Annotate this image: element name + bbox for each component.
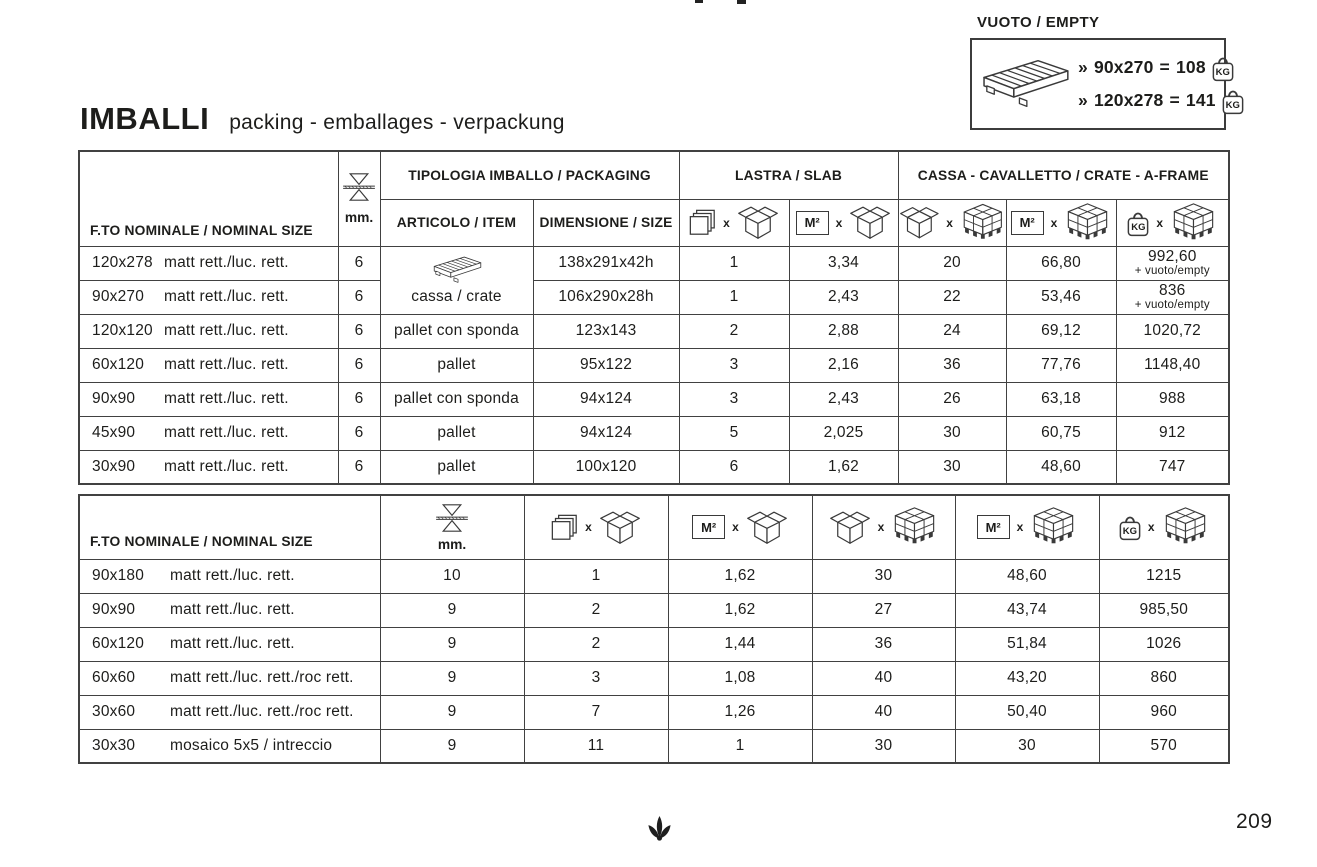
m2-per-pallet-cell: 66,80 xyxy=(1006,246,1116,280)
boxes-per-pallet-cell: 30 xyxy=(898,416,1006,450)
m2-per-pallet-cell: 43,20 xyxy=(955,661,1099,695)
pallet-load-icon xyxy=(1162,506,1209,548)
packaging-item-cell: pallet xyxy=(380,348,533,382)
slabs-per-box-cell: 11 xyxy=(524,729,668,763)
empty-weights-list xyxy=(1072,54,1244,115)
nominal-size-cell xyxy=(79,382,338,416)
nominal-size-cell xyxy=(79,661,380,695)
mm-unit-label: mm. xyxy=(437,536,467,552)
packaging-item-cell: pallet xyxy=(380,416,533,450)
packaging-item-cell xyxy=(380,246,533,314)
times-separator: x xyxy=(1147,520,1155,535)
slab-stack-icon xyxy=(551,514,578,541)
cropped-print-artifact xyxy=(737,0,746,4)
times-separator: x xyxy=(877,520,885,535)
format-label: 120x278 xyxy=(92,254,153,271)
boxes-per-pallet-cell: 20 xyxy=(898,246,1006,280)
m2-per-pallet-cell: 48,60 xyxy=(1006,450,1116,484)
box-dimension-cell: 106x290x28h xyxy=(533,280,679,314)
finish-label: matt rett./luc. rett. xyxy=(164,356,289,373)
crate-icon xyxy=(978,57,1072,111)
weight-value: 108 xyxy=(1175,57,1206,77)
m2-per-pallet-cell: 60,75 xyxy=(1006,416,1116,450)
kg-per-pallet-cell xyxy=(1116,246,1229,280)
kg-per-pallet-header xyxy=(1099,495,1229,559)
m2-per-box-cell: 1,26 xyxy=(668,695,812,729)
thickness-cell: 6 xyxy=(338,246,380,280)
kg-label: KG xyxy=(1131,221,1146,233)
packaging-item-cell: pallet xyxy=(380,450,533,484)
table-row xyxy=(79,661,1229,695)
table-row xyxy=(79,729,1229,763)
finish-label: mosaico 5x5 / intreccio xyxy=(170,736,333,754)
mm-unit-label: mm. xyxy=(344,210,374,226)
empty-weights-box xyxy=(970,38,1240,130)
slabs-per-box-cell: 2 xyxy=(679,314,789,348)
slabs-per-box-cell: 5 xyxy=(679,416,789,450)
boxes-per-pallet-cell: 26 xyxy=(898,382,1006,416)
kg-per-pallet-cell: 1215 xyxy=(1099,559,1229,593)
slabs-per-box-cell: 3 xyxy=(524,661,668,695)
kg-weight-icon xyxy=(1127,209,1149,237)
m2-per-box-cell: 1,62 xyxy=(668,593,812,627)
box-dimension-cell: 95x122 xyxy=(533,348,679,382)
thickness-cell: 6 xyxy=(338,382,380,416)
m2-per-box-cell: 1 xyxy=(668,729,812,763)
empty-weights-title: VUOTO / EMPTY xyxy=(977,14,1100,31)
table-row xyxy=(79,450,1229,484)
times-separator: x xyxy=(585,520,592,535)
kg-per-pallet-header xyxy=(1116,199,1229,246)
slabs-per-box-cell: 1 xyxy=(679,246,789,280)
box-icon xyxy=(599,509,641,546)
thickness-cell: 9 xyxy=(380,661,524,695)
m2-per-pallet-cell: 43,74 xyxy=(955,593,1099,627)
finish-label: matt rett./luc. rett. xyxy=(164,424,289,441)
section-header xyxy=(80,101,565,137)
thickness-cell: 6 xyxy=(338,450,380,484)
m2-icon: M² xyxy=(796,211,829,235)
finish-label: matt rett./luc. rett. xyxy=(170,601,295,618)
m2-per-box-header xyxy=(668,495,812,559)
kg-weight-icon xyxy=(1119,513,1141,541)
m2-per-box-cell: 1,08 xyxy=(668,661,812,695)
m2-icon: M² xyxy=(977,515,1010,539)
boxes-per-pallet-header xyxy=(812,495,955,559)
format-label: 30x60 xyxy=(92,703,136,720)
finish-label: matt rett./luc. rett./roc rett. xyxy=(170,669,354,686)
nominal-size-cell xyxy=(79,280,338,314)
m2-per-pallet-cell: 30 xyxy=(955,729,1099,763)
nominal-size-cell xyxy=(79,246,338,280)
boxes-per-pallet-cell: 22 xyxy=(898,280,1006,314)
crate-group-header: CASSA - CAVALLETTO / CRATE - A-FRAME xyxy=(898,151,1229,199)
format-label: 90x90 xyxy=(92,390,136,407)
times-separator: x xyxy=(1016,520,1024,535)
thickness-icon xyxy=(435,503,469,533)
m2-per-box-cell: 3,34 xyxy=(789,246,898,280)
nominal-size-cell xyxy=(79,416,338,450)
nominal-size-cell xyxy=(79,627,380,661)
m2-per-pallet-cell: 77,76 xyxy=(1006,348,1116,382)
boxes-per-pallet-cell: 24 xyxy=(898,314,1006,348)
box-dimension-cell: 94x124 xyxy=(533,382,679,416)
thickness-cell: 6 xyxy=(338,348,380,382)
kg-per-pallet-cell: 912 xyxy=(1116,416,1229,450)
boxes-per-pallet-cell: 40 xyxy=(812,695,955,729)
leaf-icon xyxy=(646,815,673,844)
box-dimension-cell: 138x291x42h xyxy=(533,246,679,280)
nominal-size-cell xyxy=(79,348,338,382)
nominal-size-header: F.TO NOMINALE / NOMINAL SIZE xyxy=(79,495,380,559)
boxes-per-pallet-cell: 30 xyxy=(812,729,955,763)
crate-icon xyxy=(414,255,500,285)
nominal-size-header: F.TO NOMINALE / NOMINAL SIZE xyxy=(79,151,338,246)
kg-per-pallet-cell: 960 xyxy=(1099,695,1229,729)
packing-table-6mm xyxy=(78,150,1230,485)
format-label: 90x270 xyxy=(92,288,145,305)
times-separator: x xyxy=(835,215,843,230)
m2-per-box-cell: 1,62 xyxy=(789,450,898,484)
nominal-size-cell xyxy=(79,559,380,593)
kg-label: KG xyxy=(1122,526,1138,538)
boxes-per-pallet-cell: 36 xyxy=(898,348,1006,382)
kg-label: KG xyxy=(1225,99,1240,111)
times-separator: x xyxy=(946,215,953,230)
table-row xyxy=(79,627,1229,661)
slabs-per-box-cell: 2 xyxy=(524,593,668,627)
pallet-load-icon xyxy=(1064,202,1111,244)
thickness-header xyxy=(380,495,524,559)
boxes-per-pallet-cell: 30 xyxy=(898,450,1006,484)
nominal-size-cell xyxy=(79,695,380,729)
m2-per-pallet-header xyxy=(955,495,1099,559)
nominal-size-cell xyxy=(79,729,380,763)
chevron-bullet: » xyxy=(1078,90,1088,110)
page-number: 209 xyxy=(1236,810,1273,833)
boxes-per-pallet-cell: 27 xyxy=(812,593,955,627)
m2-per-box-header xyxy=(789,199,898,246)
empty-weight-row xyxy=(1078,87,1244,115)
thickness-cell: 9 xyxy=(380,729,524,763)
format-label: 45x90 xyxy=(92,424,136,441)
m2-per-box-cell: 2,43 xyxy=(789,280,898,314)
packing-table xyxy=(78,494,1230,764)
packaging-item-cell: pallet con sponda xyxy=(380,314,533,348)
m2-per-pallet-cell: 69,12 xyxy=(1006,314,1116,348)
nominal-size-cell xyxy=(79,593,380,627)
cropped-print-artifact xyxy=(695,0,703,3)
finish-label: matt rett./luc. rett. xyxy=(164,322,289,339)
format-label: 60x120 xyxy=(92,635,145,652)
table-row xyxy=(79,382,1229,416)
dimension-header: DIMENSIONE / SIZE xyxy=(533,199,679,246)
kg-per-pallet-cell: 988 xyxy=(1116,382,1229,416)
thickness-cell: 6 xyxy=(338,416,380,450)
box-dimension-cell: 100x120 xyxy=(533,450,679,484)
m2-icon: M² xyxy=(692,515,725,539)
m2-icon: M² xyxy=(1011,211,1044,235)
m2-per-box-cell: 2,88 xyxy=(789,314,898,348)
table-row xyxy=(79,559,1229,593)
slabs-per-box-cell: 7 xyxy=(524,695,668,729)
box-dimension-cell: 123x143 xyxy=(533,314,679,348)
m2-per-pallet-cell: 48,60 xyxy=(955,559,1099,593)
kg-per-pallet-cell: 747 xyxy=(1116,450,1229,484)
m2-per-pallet-cell: 53,46 xyxy=(1006,280,1116,314)
times-separator: x xyxy=(1050,215,1058,230)
box-icon xyxy=(737,204,779,241)
pallet-load-icon xyxy=(960,202,1006,244)
format-label: 120x120 xyxy=(92,322,153,339)
slabs-per-box-cell: 2 xyxy=(524,627,668,661)
empty-weight-row xyxy=(1078,54,1234,82)
times-separator: x xyxy=(732,520,739,535)
format-label: 30x30 xyxy=(92,736,136,754)
size-label: 90x270 xyxy=(1093,57,1154,77)
boxes-per-pallet-cell: 30 xyxy=(812,559,955,593)
table-row xyxy=(79,593,1229,627)
thickness-cell: 9 xyxy=(380,627,524,661)
nominal-size-cell xyxy=(79,450,338,484)
kg-weight-icon xyxy=(1222,87,1244,115)
chevron-bullet: » xyxy=(1078,57,1088,77)
kg-per-pallet-cell: 570 xyxy=(1099,729,1229,763)
format-label: 60x120 xyxy=(92,356,145,373)
equals-sign: = xyxy=(1169,90,1180,110)
packaging-group-header: TIPOLOGIA IMBALLO / PACKAGING xyxy=(380,151,679,199)
slabs-per-box-cell: 1 xyxy=(679,280,789,314)
thickness-cell: 9 xyxy=(380,593,524,627)
header-row-groups xyxy=(79,151,1229,199)
table-row xyxy=(79,314,1229,348)
finish-label: matt rett./luc. rett. xyxy=(164,288,289,305)
finish-label: matt rett./luc. rett. xyxy=(170,567,295,584)
times-separator: x xyxy=(723,215,730,230)
thickness-cell: 6 xyxy=(338,314,380,348)
thickness-cell: 10 xyxy=(380,559,524,593)
boxes-per-pallet-header xyxy=(898,199,1006,246)
item-label: cassa / crate xyxy=(411,287,502,305)
packaging-item-cell: pallet con sponda xyxy=(380,382,533,416)
page-title: IMBALLI xyxy=(80,101,210,136)
item-header: ARTICOLO / ITEM xyxy=(380,199,533,246)
m2-per-box-cell: 1,44 xyxy=(668,627,812,661)
kg-per-pallet-cell: 1026 xyxy=(1099,627,1229,661)
page-subtitle: packing - emballages - verpackung xyxy=(229,111,565,134)
finish-label: matt rett./luc. rett. xyxy=(164,390,289,407)
box-dimension-cell: 94x124 xyxy=(533,416,679,450)
box-icon xyxy=(849,204,891,241)
boxes-per-pallet-cell: 40 xyxy=(812,661,955,695)
format-label: 60x60 xyxy=(92,669,136,686)
boxes-per-pallet-cell: 36 xyxy=(812,627,955,661)
kg-per-pallet-cell: 860 xyxy=(1099,661,1229,695)
slabs-per-box-cell: 6 xyxy=(679,450,789,484)
slab-group-header: LASTRA / SLAB xyxy=(679,151,898,199)
pallet-load-icon xyxy=(1170,202,1217,244)
table-row xyxy=(79,695,1229,729)
slabs-per-box-header xyxy=(679,199,789,246)
packing-table xyxy=(78,150,1230,485)
kg-note: + vuoto/empty xyxy=(1134,299,1210,312)
times-separator: x xyxy=(1156,215,1164,230)
finish-label: matt rett./luc. rett. xyxy=(164,457,289,475)
m2-per-box-cell: 2,025 xyxy=(789,416,898,450)
kg-per-pallet-cell xyxy=(1116,280,1229,314)
kg-weight-icon xyxy=(1212,54,1234,82)
kg-per-pallet-cell: 1148,40 xyxy=(1116,348,1229,382)
box-icon xyxy=(899,204,940,241)
table-row xyxy=(79,348,1229,382)
pallet-load-icon xyxy=(1030,506,1077,548)
m2-per-pallet-cell: 63,18 xyxy=(1006,382,1116,416)
thickness-cell: 9 xyxy=(380,695,524,729)
box-icon xyxy=(746,509,788,546)
nominal-size-cell xyxy=(79,314,338,348)
table-row xyxy=(79,246,1229,280)
table-row xyxy=(79,280,1229,314)
header-row xyxy=(79,495,1229,559)
thickness-header xyxy=(338,151,380,246)
kg-label: KG xyxy=(1215,66,1230,78)
thickness-icon xyxy=(342,172,376,202)
kg-per-pallet-cell: 985,50 xyxy=(1099,593,1229,627)
m2-per-box-cell: 1,62 xyxy=(668,559,812,593)
equals-sign: = xyxy=(1159,57,1170,77)
packing-table-9mm xyxy=(78,494,1230,764)
m2-per-pallet-cell: 51,84 xyxy=(955,627,1099,661)
finish-label: matt rett./luc. rett./roc rett. xyxy=(170,703,354,720)
kg-value: 836 xyxy=(1159,282,1186,300)
table-row xyxy=(79,416,1229,450)
m2-per-pallet-header xyxy=(1006,199,1116,246)
weight-value: 141 xyxy=(1185,90,1216,110)
pallet-load-icon xyxy=(891,506,938,548)
slabs-per-box-header xyxy=(524,495,668,559)
slabs-per-box-cell: 1 xyxy=(524,559,668,593)
format-label: 90x180 xyxy=(92,567,145,584)
finish-label: matt rett./luc. rett. xyxy=(164,254,289,271)
kg-note: + vuoto/empty xyxy=(1134,265,1210,278)
m2-per-box-cell: 2,16 xyxy=(789,348,898,382)
kg-per-pallet-cell: 1020,72 xyxy=(1116,314,1229,348)
slabs-per-box-cell: 3 xyxy=(679,382,789,416)
box-icon xyxy=(829,509,871,546)
slab-stack-icon xyxy=(689,209,716,236)
kg-value: 992,60 xyxy=(1147,248,1197,266)
finish-label: matt rett./luc. rett. xyxy=(170,635,295,652)
format-label: 90x90 xyxy=(92,601,136,618)
m2-per-box-cell: 2,43 xyxy=(789,382,898,416)
slabs-per-box-cell: 3 xyxy=(679,348,789,382)
size-label: 120x278 xyxy=(1093,90,1164,110)
m2-per-pallet-cell: 50,40 xyxy=(955,695,1099,729)
thickness-cell: 6 xyxy=(338,280,380,314)
format-label: 30x90 xyxy=(92,457,136,475)
